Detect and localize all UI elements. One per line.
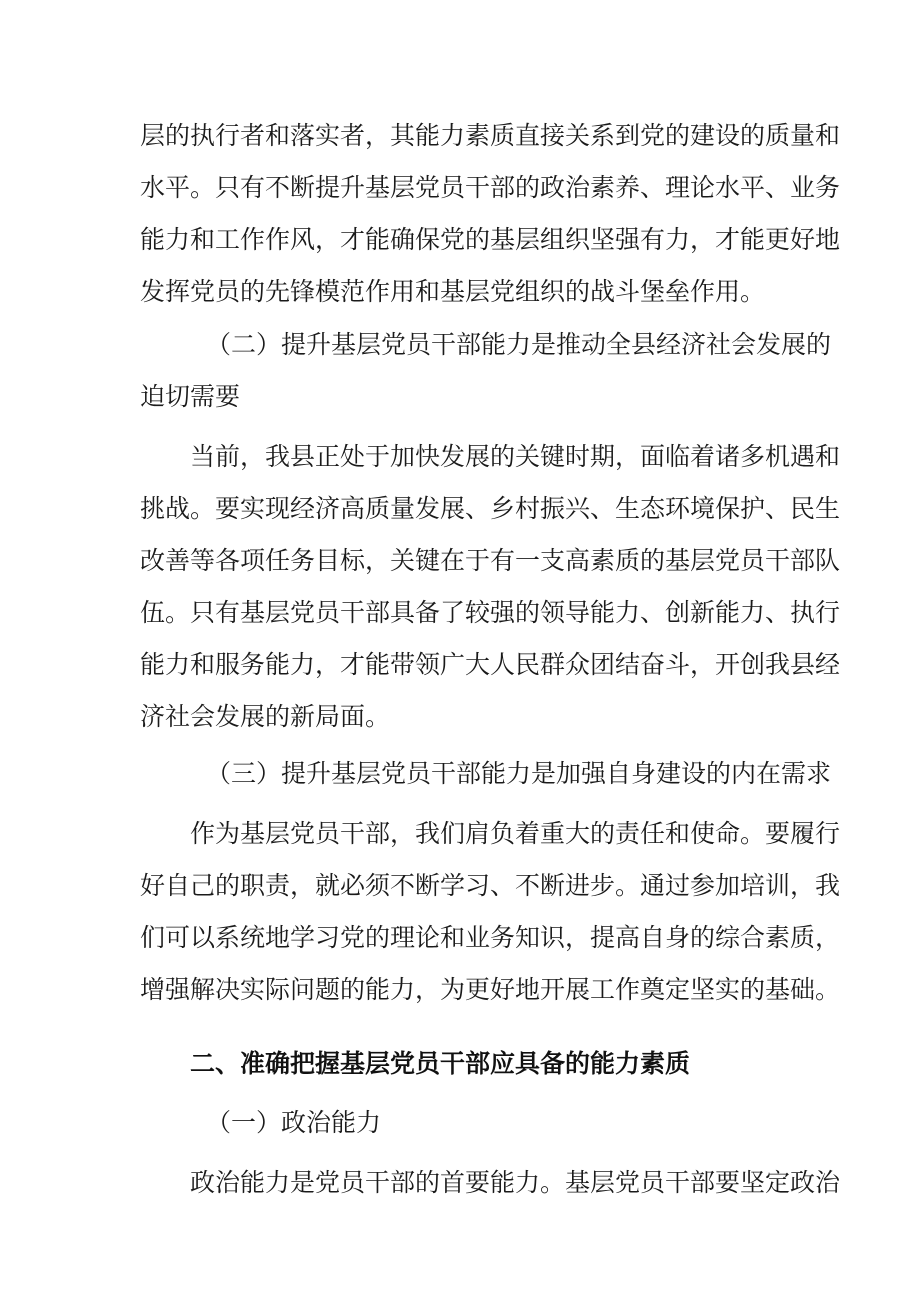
body-text-line: 伍。只有基层党员干部具备了较强的领导能力、创新能力、执行 [140,598,841,627]
body-text-line: 能力和服务能力，才能带领广大人民群众团结奋斗，开创我县经 [140,650,841,679]
section-subheading: （二）提升基层党员干部能力是推动全县经济社会发展的 [206,330,832,359]
body-text-line: 层的执行者和落实者，其能力素质直接关系到党的建设的质量和 [140,121,841,150]
body-text-line: 水平。只有不断提升基层党员干部的政治素养、理论水平、业务 [140,173,841,202]
section-subheading: （一）政治能力 [206,1108,382,1137]
body-text-line: 们可以系统地学习党的理论和业务知识，提高自身的综合素质， [140,923,841,952]
body-text-line: 政治能力是党员干部的首要能力。基层党员干部要坚定政治 [190,1168,841,1197]
section-subheading: 迫切需要 [140,382,241,411]
body-text-line: 能力和工作作风，才能确保党的基层组织坚强有力，才能更好地 [140,225,841,254]
body-text-line: 当前，我县正处于加快发展的关键时期，面临着诸多机遇和 [190,442,841,471]
body-text-line: 发挥党员的先锋模范作用和基层党组织的战斗堡垒作用。 [140,277,766,306]
section-heading: 二、准确把握基层党员干部应具备的能力素质 [190,1049,691,1078]
section-subheading: （三）提升基层党员干部能力是加强自身建设的内在需求 [206,759,832,788]
body-text-line: 济社会发展的新局面。 [140,702,391,731]
body-text-line: 增强解决实际问题的能力，为更好地开展工作奠定坚实的基础。 [140,975,841,1004]
body-text-line: 挑战。要实现经济高质量发展、乡村振兴、生态环境保护、民生 [140,494,841,523]
body-text-line: 作为基层党员干部，我们肩负着重大的责任和使命。要履行 [190,819,841,848]
body-text-line: 好自己的职责，就必须不断学习、不断进步。通过参加培训，我 [140,871,841,900]
body-text-line: 改善等各项任务目标，关键在于有一支高素质的基层党员干部队 [140,546,841,575]
